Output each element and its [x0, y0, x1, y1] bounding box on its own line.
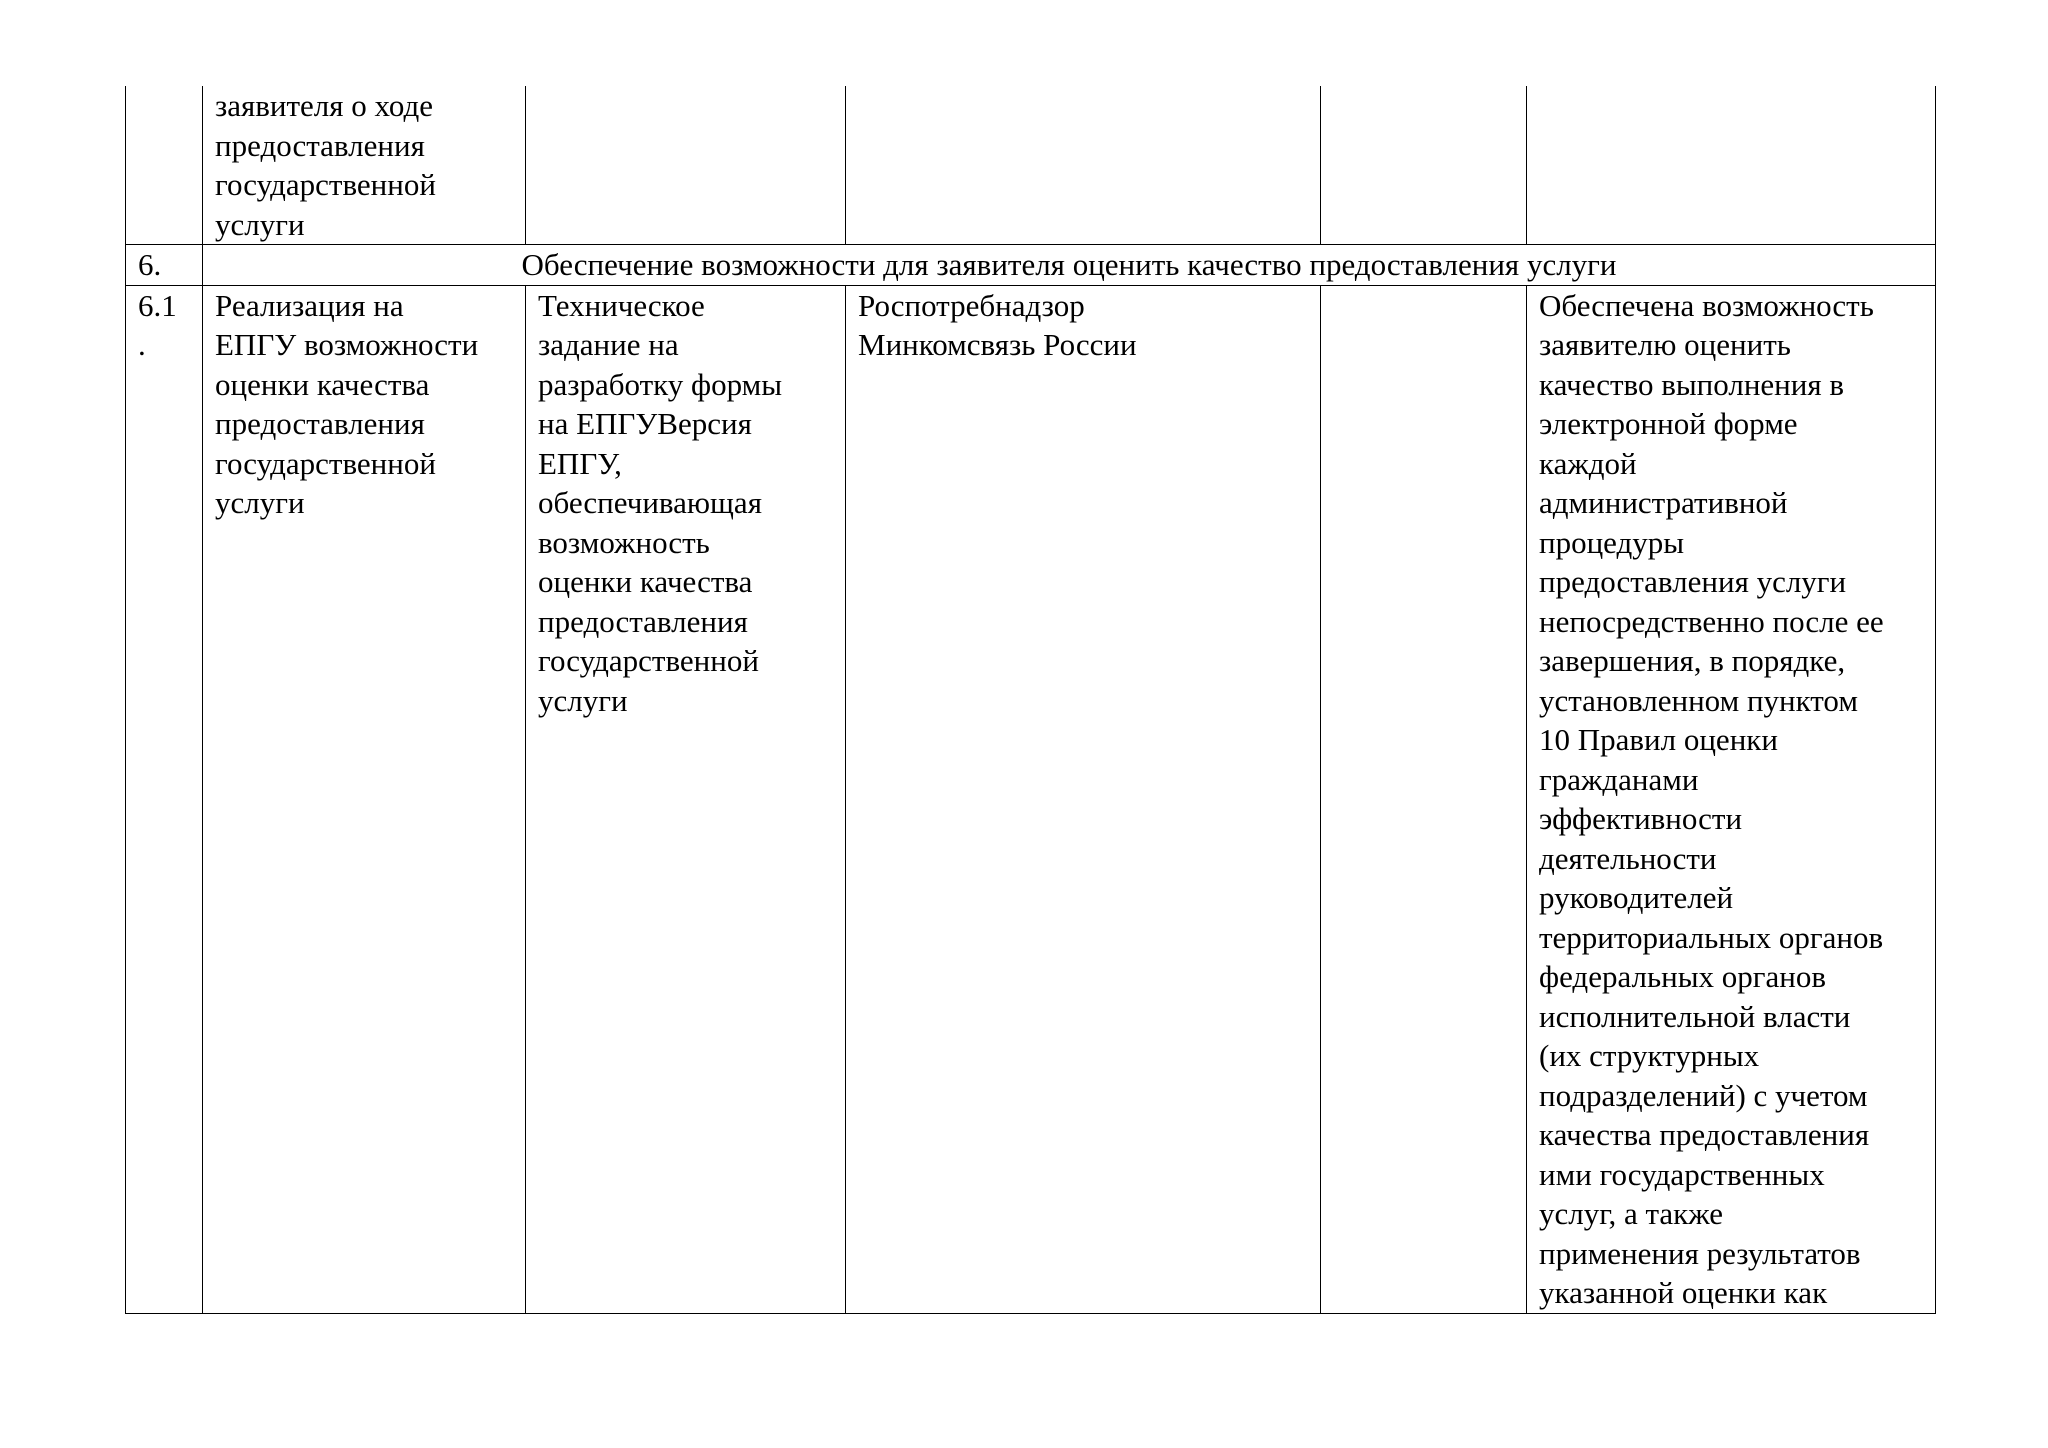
executor-cell [846, 86, 1321, 245]
result-cell [1527, 86, 1936, 245]
table-row-section-6 [126, 245, 1936, 286]
basis-cell [526, 86, 846, 245]
deadline-cell [1321, 86, 1527, 245]
result-cell: Обеспечена возможность заявителю оценить качество выполнения в электронной форме каждой административной процедуры предоставления услуги непосредственно после ее завершения, в порядке, установленном пунктом 10 Правил оценки гражданами эффективности деятельности руководителей территориальных органов федеральных органов исполнительной власти (их структурных подразделений) с учетом качества предоставления ими государственных услуг, а также применения результатов указанной оценки как [1527, 285, 1936, 1313]
row-number-cell: 6.1 . [126, 285, 203, 1313]
section-number-cell: 6. [126, 245, 203, 286]
section-title-cell: Обеспечение возможности для заявителя оценить качество предоставления услуги [203, 245, 1936, 286]
basis-cell: Техническое задание на разработку формы на ЕПГУВерсия ЕПГУ, обеспечивающая возможность оценки качества предоставления государственной услуги [526, 285, 846, 1313]
measure-name-cell: Реализация на ЕПГУ возможности оценки качества предоставления государственной услуги [203, 285, 526, 1313]
table-row-continued [126, 86, 1936, 245]
table-row-6-1 [126, 285, 1936, 1313]
deadline-cell [1321, 285, 1527, 1313]
row-number-cell [126, 86, 203, 245]
measure-name-cell: заявителя о ходе предоставления государственной услуги [203, 86, 526, 245]
executor-cell: Роспотребнадзор Минкомсвязь России [846, 285, 1321, 1313]
plan-table [125, 86, 1936, 1314]
